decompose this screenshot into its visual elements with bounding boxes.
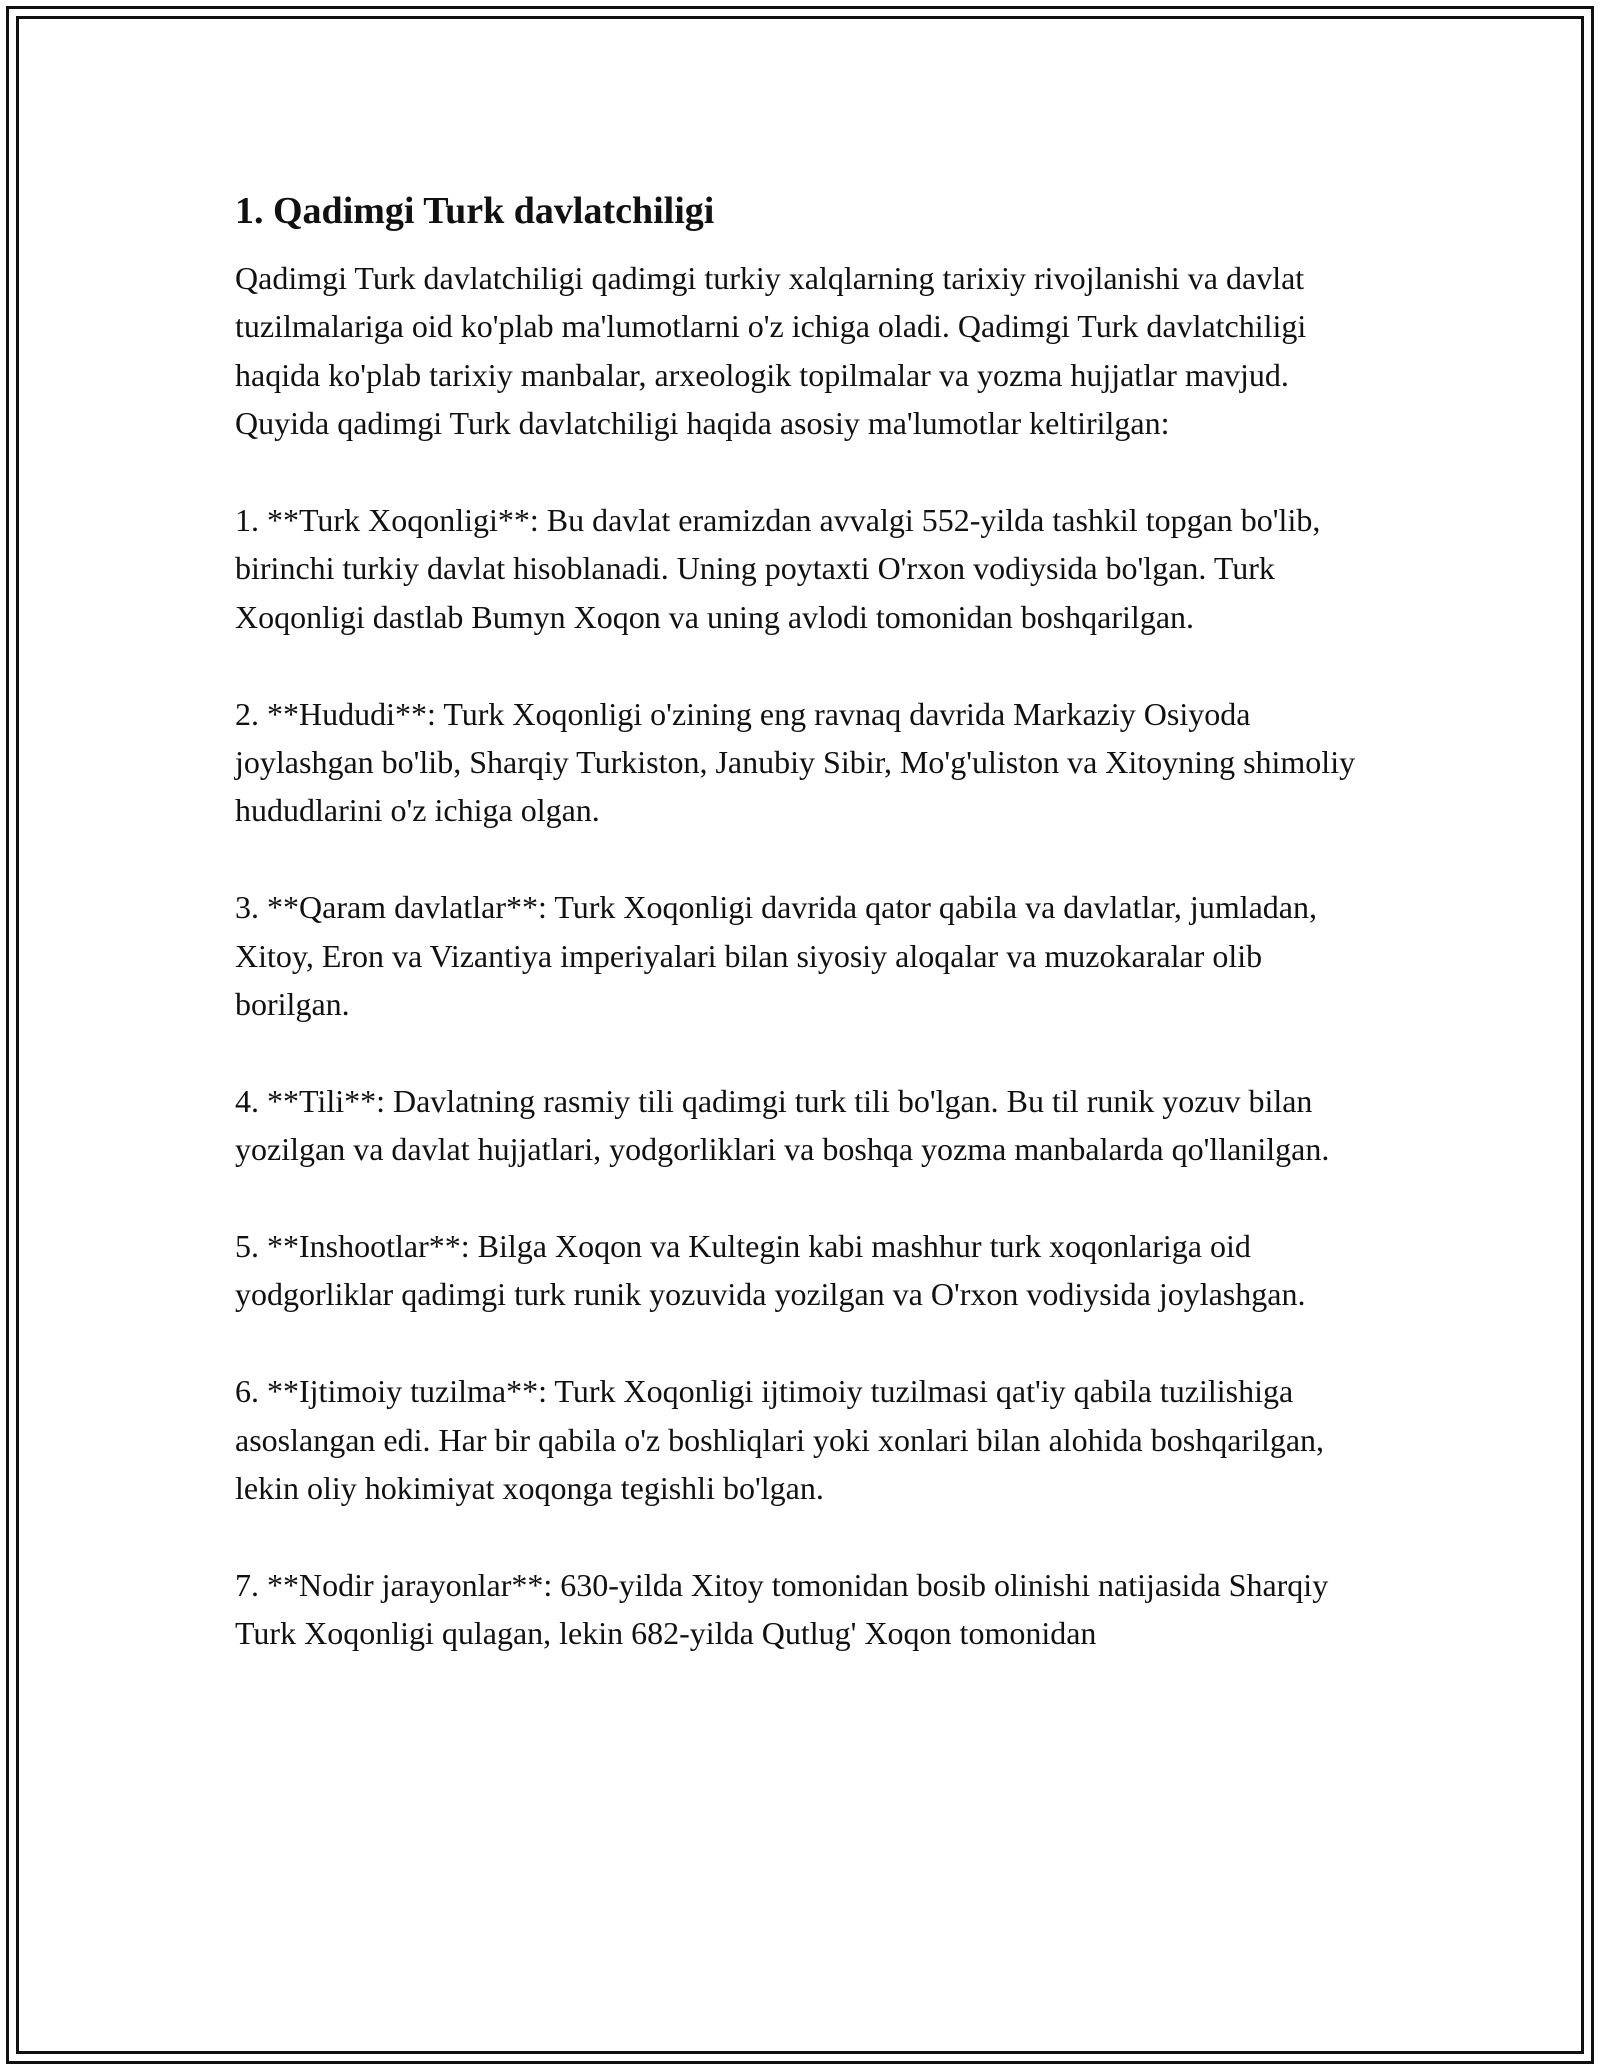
list-item-nodir-jarayonlar: 7. **Nodir jarayonlar**: 630-yilda Xitoy tomonidan bosib olinishi natijasida Sharqiy Turk Xoqonligi qulagan, lekin 682-yilda Qutlug' Xoqon tomonidan xyxy=(235,1566,1329,1652)
document-body xyxy=(235,186,1375,1706)
list-item-qaram-davlatlar: 3. **Qaram davlatlar**: Turk Xoqonligi davrida qator qabila va davlatlar, jumladan, Xitoy, Eron va Vizantiya imperiyalari bilan siyosiy aloqalar va muzokaralar olib borilgan. xyxy=(235,889,1317,1023)
list-item-inshootlar: 5. **Inshootlar**: Bilga Xoqon va Kultegin kabi mashhur turk xoqonlariga oid yodgorliklar qadimgi turk runik yozuvida yozilgan va O'rxon vodiysida joylashgan. xyxy=(235,1228,1306,1313)
intro-paragraph: Qadimgi Turk davlatchiligi qadimgi turkiy xalqlarning tarixiy rivojlanishi va davlat tuzilmalariga oid ko'plab ma'lumotlarni o'z ichiga oladi. Qadimgi Turk davlatchiligi haqida ko'plab tarixiy manbalar, arxeologik topilmalar va yozma hujjatlar mavjud. Quyida qadimgi Turk davlatchiligi haqida asosiy ma'lumotlar keltirilgan: xyxy=(235,260,1307,442)
list-item-hududi: 2. **Hududi**: Turk Xoqonligi o'zining eng ravnaq davrida Markaziy Osiyoda joylashgan bo'lib, Sharqiy Turkiston, Janubiy Sibir, Mo'g'uliston va Xitoyning shimoliy hududlarini o'z ichiga olgan. xyxy=(235,695,1356,829)
list-item-turk-xoqonligi: 1. **Turk Xoqonligi**: Bu davlat eramizdan avvalgi 552-yilda tashkil topgan bo'lib, birinchi turkiy davlat hisoblanadi. Uning poytaxti O'rxon vodiysida bo'lgan. Turk Xoqonligi dastlab Bumyn Xoqon va uning avlodi tomonidan boshqarilgan. xyxy=(235,502,1321,635)
list-item-tili: 4. **Tili**: Davlatning rasmiy tili qadimgi turk tili bo'lgan. Bu til runik yozuv bilan yozilgan va davlat hujjatlari, yodgorliklari va boshqa yozma manbalarda qo'llanilgan. xyxy=(235,1082,1330,1168)
list-item-ijtimoiy-tuzilma: 6. **Ijtimoiy tuzilma**: Turk Xoqonligi ijtimoiy tuzilmasi qat'iy qabila tuzilishiga asoslangan edi. Har bir qabila o'z boshliqlari yoki xonlari bilan alohida boshqarilgan, lekin oliy hokimiyat xoqonga tegishli bo'lgan. xyxy=(235,1373,1325,1507)
section-heading: 1. Qadimgi Turk davlatchiligi xyxy=(235,190,715,232)
